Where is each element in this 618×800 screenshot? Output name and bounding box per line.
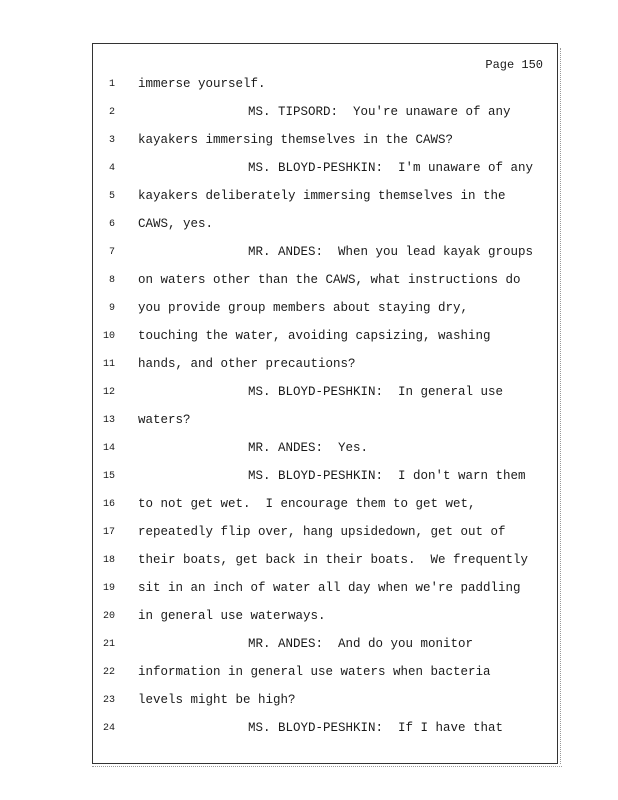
- transcript-line: [93, 581, 557, 601]
- line-text: sit in an inch of water all day when we're paddling: [138, 581, 521, 595]
- line-number: 24: [102, 723, 115, 734]
- line-text: CAWS, yes.: [138, 217, 214, 231]
- line-number: 20: [102, 611, 115, 622]
- line-number: 18: [102, 555, 115, 566]
- transcript-line: [93, 301, 557, 321]
- line-text: MR. ANDES: When you lead kayak groups: [248, 245, 534, 259]
- transcript-line: [93, 329, 557, 349]
- line-number: 5: [108, 191, 115, 202]
- line-text: waters?: [138, 413, 191, 427]
- line-number: 7: [108, 247, 115, 258]
- line-text: to not get wet. I encourage them to get wet,: [138, 497, 476, 511]
- line-number: 4: [108, 163, 115, 174]
- line-number: 19: [102, 583, 115, 594]
- transcript-line: [93, 133, 557, 153]
- line-text: immerse yourself.: [138, 77, 266, 91]
- transcript-line: [93, 413, 557, 433]
- line-number: 22: [102, 667, 115, 678]
- line-number: 1: [108, 79, 115, 90]
- line-text: MS. BLOYD-PESHKIN: In general use: [248, 385, 504, 399]
- transcript-line: [93, 357, 557, 377]
- line-text: MS. BLOYD-PESHKIN: If I have that: [248, 721, 504, 735]
- page-edge-right: [560, 48, 565, 764]
- transcript-line: [93, 105, 557, 125]
- line-number: 10: [102, 331, 115, 342]
- line-text: on waters other than the CAWS, what instructions do: [138, 273, 521, 287]
- line-text: you provide group members about staying dry,: [138, 301, 469, 315]
- line-number: 15: [102, 471, 115, 482]
- line-text: touching the water, avoiding capsizing, washing: [138, 329, 491, 343]
- line-number: 2: [108, 107, 115, 118]
- line-number: 21: [102, 639, 115, 650]
- line-text: information in general use waters when bacteria: [138, 665, 491, 679]
- transcript-line: [93, 721, 557, 741]
- line-text: kayakers deliberately immersing themselves in the: [138, 189, 506, 203]
- transcript-line: [93, 161, 557, 181]
- line-text: their boats, get back in their boats. We frequently: [138, 553, 529, 567]
- line-text: levels might be high?: [138, 693, 296, 707]
- line-number: 14: [102, 443, 115, 454]
- line-number: 12: [102, 387, 115, 398]
- line-text: repeatedly flip over, hang upsidedown, get out of: [138, 525, 506, 539]
- page-number: Page 150: [485, 58, 543, 72]
- line-number: 3: [108, 135, 115, 146]
- transcript-page: [92, 43, 558, 764]
- transcript-line: [93, 469, 557, 489]
- page-edge-bottom: [92, 766, 562, 767]
- line-text: MR. ANDES: And do you monitor: [248, 637, 474, 651]
- transcript-line: [93, 637, 557, 657]
- line-number: 13: [102, 415, 115, 426]
- transcript-line: [93, 217, 557, 237]
- line-number: 17: [102, 527, 115, 538]
- line-text: MS. BLOYD-PESHKIN: I'm unaware of any: [248, 161, 534, 175]
- transcript-line: [93, 385, 557, 405]
- line-text: in general use waterways.: [138, 609, 326, 623]
- line-number: 16: [102, 499, 115, 510]
- transcript-line: [93, 273, 557, 293]
- line-text: MR. ANDES: Yes.: [248, 441, 369, 455]
- transcript-line: [93, 665, 557, 685]
- transcript-line: [93, 609, 557, 629]
- line-number: 23: [102, 695, 115, 706]
- transcript-line: [93, 441, 557, 461]
- transcript-line: [93, 553, 557, 573]
- line-text: hands, and other precautions?: [138, 357, 356, 371]
- transcript-line: [93, 693, 557, 713]
- transcript-line: [93, 245, 557, 265]
- transcript-line: [93, 77, 557, 97]
- line-number: 11: [102, 359, 115, 370]
- line-number: 8: [108, 275, 115, 286]
- line-text: MS. BLOYD-PESHKIN: I don't warn them: [248, 469, 526, 483]
- transcript-line: [93, 525, 557, 545]
- line-number: 9: [108, 303, 115, 314]
- line-text: kayakers immersing themselves in the CAWS?: [138, 133, 454, 147]
- line-text: MS. TIPSORD: You're unaware of any: [248, 105, 511, 119]
- line-number: 6: [108, 219, 115, 230]
- transcript-line: [93, 497, 557, 517]
- transcript-line: [93, 189, 557, 209]
